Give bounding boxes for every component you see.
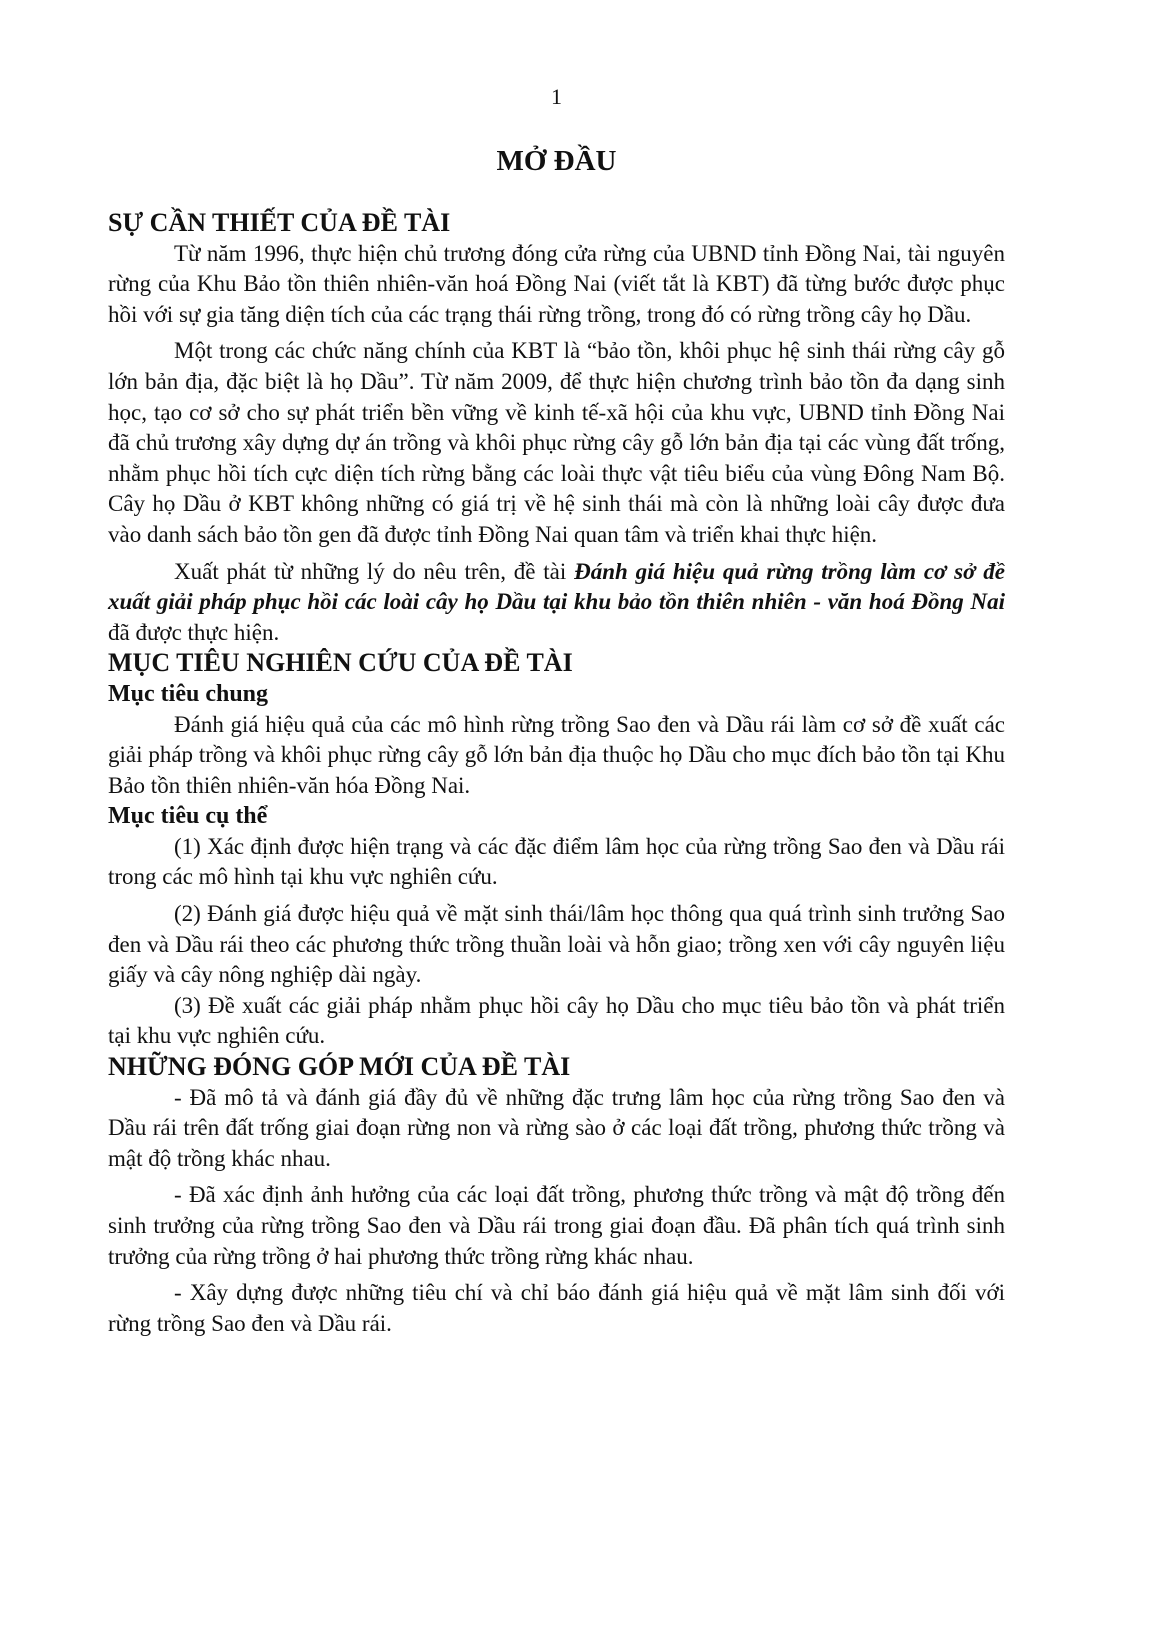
text-tail: đã được thực hiện.	[108, 619, 280, 645]
text-lead: Xuất phát từ những lý do nêu trên, đề tài	[174, 558, 575, 584]
page-number: 1	[551, 84, 562, 109]
contribution-item: - Xây dựng được những tiêu chí và chỉ báo đánh giá hiệu quả về mặt lâm sinh đối với rừng trồng Sao đen và Dầu rái.	[108, 1280, 1005, 1336]
objective-item: (3) Đề xuất các giải pháp nhằm phục hồi cây họ Dầu cho mục tiêu bảo tồn và phát triển tại khu vực nghiên cứu.	[108, 992, 1005, 1049]
subheading-specific-objectives: Mục tiêu cụ thể	[108, 803, 268, 830]
paragraph: Một trong các chức năng chính của KBT là “bảo tồn, khôi phục hệ sinh thái rừng cây gỗ lớn bản địa, đặc biệt là họ Dầu”. Từ năm 2009, để thực hiện chương trình bảo tồn đa dạng sinh học, tạo cơ sở cho sự phát triển bền vững về kinh tế-xã hội của khu vực, UBND tỉnh Đồng Nai đã chủ trương xây dựng dự án trồng và khôi phục rừng cây gỗ lớn bản địa tại các vùng đất trống, nhằm phục hồi tích cực diện tích rừng bằng các loài thực vật tiêu biểu của vùng Đông Nam Bộ. Cây họ Dầu ở KBT không những có giá trị về hệ sinh thái mà còn là những loài cây được đưa vào danh sách bảo tồn gen đã được tỉnh Đồng Nai quan tâm và triển khai thực hiện.	[108, 338, 1005, 547]
subheading-general-objective: Mục tiêu chung	[108, 680, 269, 707]
document-page	[108, 84, 1005, 1339]
section-heading-contributions: NHỮNG ĐÓNG GÓP MỚI CỦA ĐỀ TÀI	[108, 1052, 571, 1082]
objective-item: (1) Xác định được hiện trạng và các đặc điểm lâm học của rừng trồng Sao đen và Dầu rái trong các mô hình tại khu vực nghiên cứu.	[108, 833, 1005, 890]
objective-item: (2) Đánh giá được hiệu quả về mặt sinh thái/lâm học thông qua quá trình sinh trưởng Sao đen và Dầu rái theo các phương thức trồng thuần loài và hỗn giao; trồng xen với cây nguyên liệu giấy và cây nông nghiệp dài ngày.	[108, 901, 1005, 988]
thesis-title: Đánh giá hiệu quả rừng trồng làm cơ sở đề xuất giải pháp phục hồi các loài cây họ Dầu tại khu bảo tồn thiên nhiên - văn hoá Đồng Nai	[108, 558, 1006, 615]
contribution-item: - Đã mô tả và đánh giá đầy đủ về những đặc trưng lâm học của rừng trồng Sao đen và Dầu rái trên đất trống giai đoạn rừng non và rừng sào ở các loại đất trồng, phương thức trồng và mật độ trồng khác nhau.	[108, 1084, 1005, 1171]
paragraph-thesis-title	[108, 557, 1005, 649]
paragraph: Đánh giá hiệu quả của các mô hình rừng trồng Sao đen và Dầu rái làm cơ sở đề xuất các giải pháp trồng và khôi phục rừng cây gỗ lớn bản địa thuộc họ Dầu cho mục đích bảo tồn tại Khu Bảo tồn thiên nhiên-văn hóa Đồng Nai.	[108, 711, 1005, 798]
section-heading-objectives: MỤC TIÊU NGHIÊN CỨU CỦA ĐỀ TÀI	[108, 648, 573, 678]
section-heading-necessity: SỰ CẦN THIẾT CỦA ĐỀ TÀI	[108, 208, 451, 237]
contribution-item: - Đã xác định ảnh hưởng của các loại đất trồng, phương thức trồng và mật độ trồng đến sinh trưởng của rừng trồng Sao đen và Dầu rái trong giai đoạn đầu. Đã phân tích quá trình sinh trưởng của rừng trồng ở hai phương thức trồng rừng khác nhau.	[108, 1182, 1005, 1269]
paragraph: Từ năm 1996, thực hiện chủ trương đóng cửa rừng của UBND tỉnh Đồng Nai, tài nguyên rừng của Khu Bảo tồn thiên nhiên-văn hoá Đồng Nai (viết tắt là KBT) đã từng bước được phục hồi với sự gia tăng diện tích của các trạng thái rừng trồng, trong đó có rừng trồng cây họ Dầu.	[108, 240, 1005, 327]
page-title: MỞ ĐẦU	[496, 145, 617, 177]
